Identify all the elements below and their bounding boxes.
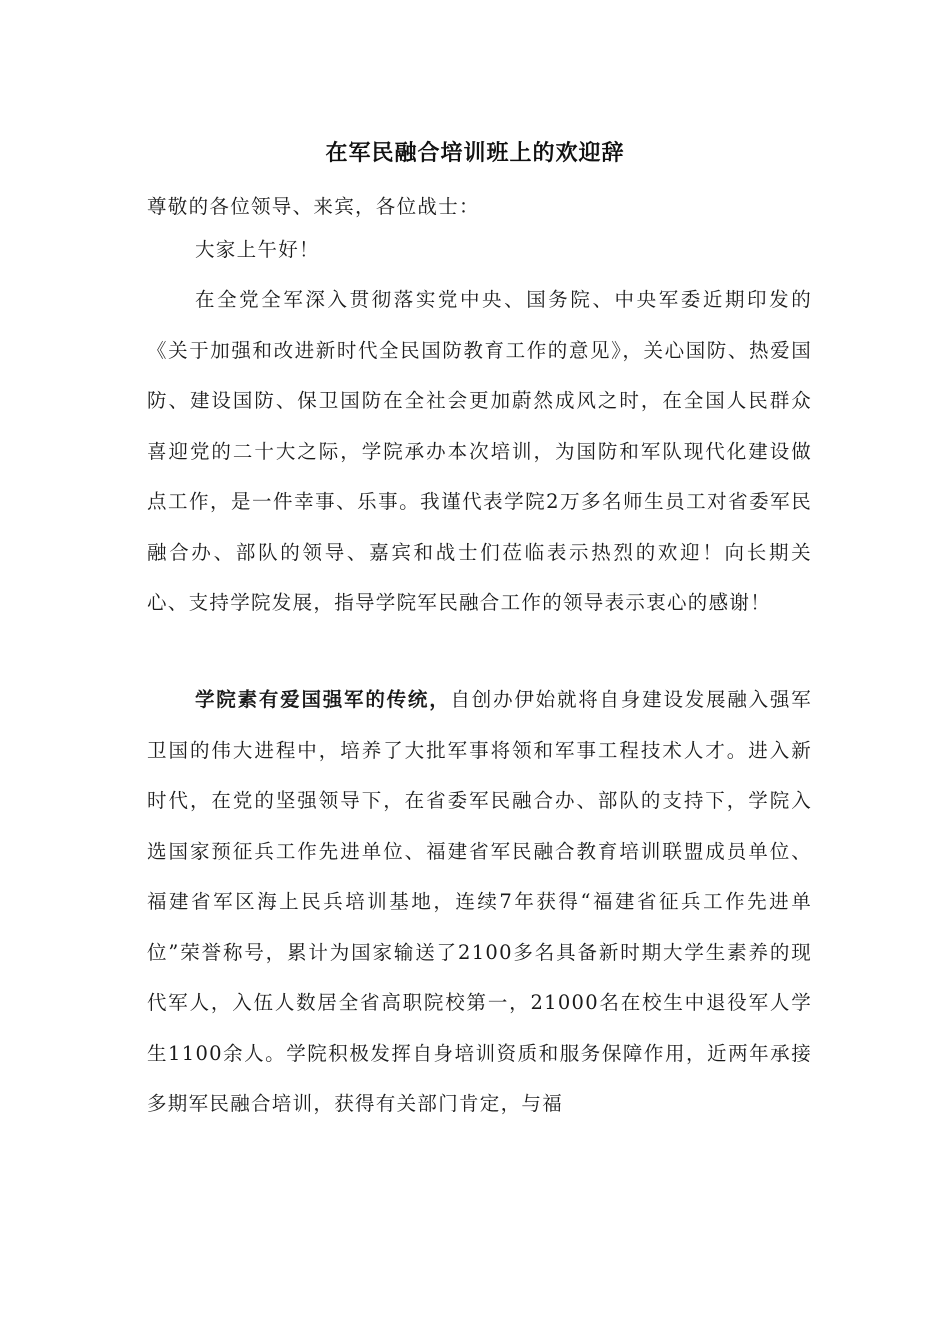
document-title: 在军民融合培训班上的欢迎辞 xyxy=(325,140,625,166)
salutation: 尊敬的各位领导、来宾，各位战士： xyxy=(147,195,480,218)
paragraph-1: 在全党全军深入贯彻落实党中央、国务院、中央军委近期印发的《关于加强和改进新时代全民国防教育工作的意见》，关心国防、热爱国防、建设国防、保卫国防在全社会更加蔚然成风之时，在全国人民群众喜迎党的二十大之际，学院承办本次培训，为国防和军队现代化建设做点工作，是一件幸事、乐事。我谨代表学院2万多名师生员工对省委军民融合办、部队的领导、嘉宾和战士们莅临表示热烈的欢迎！向长期关心、支持学院发展，指导学院军民融合工作的领导表示衷心的感谢！ xyxy=(147,288,812,614)
paragraph-2-lead: 学院素有爱国强军的传统， xyxy=(195,688,451,711)
paragraph-2-body: 自创办伊始就将自身建设发展融入强军卫国的伟大进程中，培养了大批军事将领和军事工程技术人才。进入新时代，在党的坚强领导下，在省委军民融合办、部队的支持下，学院入选国家预征兵工作先进单位、福建省军民融合教育培训联盟成员单位、福建省军区海上民兵培训基地，连续7年获得“福建省征兵工作先进单位”荣誉称号，累计为国家输送了2100多名具备新时期大学生素养的现代军人，入伍人数居全省高职院校第一，21000名在校生中退役军人学生1100余人。学院积极发挥自身培训资质和服务保障作用，近两年承接多期军民融合培训，获得有关部门肯定，与福 xyxy=(147,688,812,1115)
paragraph-2 xyxy=(147,675,812,1130)
greeting-line: 大家上午好！ xyxy=(195,238,320,261)
